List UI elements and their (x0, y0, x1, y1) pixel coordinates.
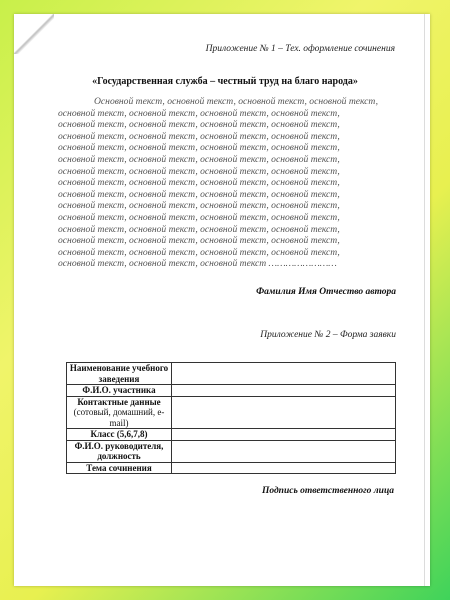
form-value-grade[interactable] (172, 429, 396, 441)
form-value-supervisor[interactable] (172, 440, 396, 462)
form-value-institution[interactable] (172, 363, 396, 385)
form-label-institution: Наименование учебного заведения (67, 363, 172, 385)
form-label-participant: Ф.И.О. участника (67, 385, 172, 397)
form-label-topic: Тема сочинения (67, 462, 172, 474)
form-value-contacts[interactable] (172, 396, 396, 429)
body-line: основной текст, основной текст, основной текст …………………… (58, 258, 337, 270)
page-right-edge-line (424, 14, 425, 586)
body-line: основной текст, основной текст, основной текст, основной текст, (58, 165, 340, 177)
form-row-grade (67, 429, 396, 441)
application-form-table (66, 362, 396, 474)
body-line: основной текст, основной текст, основной текст, основной текст, (58, 246, 340, 258)
body-line: основной текст, основной текст, основной текст, основной текст, (58, 177, 340, 189)
body-line: основной текст, основной текст, основной текст, основной текст, (58, 211, 340, 223)
body-line: основной текст, основной текст, основной текст, основной текст, (58, 200, 340, 212)
body-line: основной текст, основной текст, основной текст, основной текст, (58, 223, 340, 235)
essay-body-text (58, 96, 388, 270)
form-row-topic (67, 462, 396, 474)
annex-2-caption: Приложение № 2 – Форма заявки (260, 330, 396, 340)
form-value-participant[interactable] (172, 385, 396, 397)
essay-title: «Государственная служба – честный труд на благо народа» (92, 76, 358, 87)
form-row-supervisor (67, 440, 396, 462)
body-line: основной текст, основной текст, основной текст, основной текст, (58, 142, 340, 154)
form-row-participant (67, 385, 396, 397)
body-line: основной текст, основной текст, основной текст, основной текст, (58, 119, 340, 131)
form-label-contacts (67, 396, 172, 429)
form-value-topic[interactable] (172, 462, 396, 474)
form-label-contacts-detail: (сотовый, домашний, e-mail) (73, 407, 165, 428)
annex-1-caption: Приложение № 1 – Тех. оформление сочинения (205, 44, 395, 54)
form-row-institution (67, 363, 396, 385)
body-line: основной текст, основной текст, основной текст, основной текст, (58, 107, 340, 119)
signature-line: Подпись ответственного лица (261, 486, 394, 496)
form-row-contacts (67, 396, 396, 429)
body-line: основной текст, основной текст, основной текст, основной текст, (58, 235, 340, 247)
author-name-line: Фамилия Имя Отчество автора (256, 287, 396, 297)
form-label-supervisor: Ф.И.О. руководителя, должность (67, 440, 172, 462)
body-line: основной текст, основной текст, основной текст, основной текст, (58, 188, 340, 200)
form-label-contacts-title: Контактные данные (77, 396, 161, 407)
body-line: основной текст, основной текст, основной текст, основной текст, (58, 130, 340, 142)
body-line: Основной текст, основной текст, основной текст, основной текст, (94, 96, 378, 107)
form-label-grade: Класс (5,6,7,8) (67, 429, 172, 441)
body-line: основной текст, основной текст, основной текст, основной текст, (58, 153, 340, 165)
